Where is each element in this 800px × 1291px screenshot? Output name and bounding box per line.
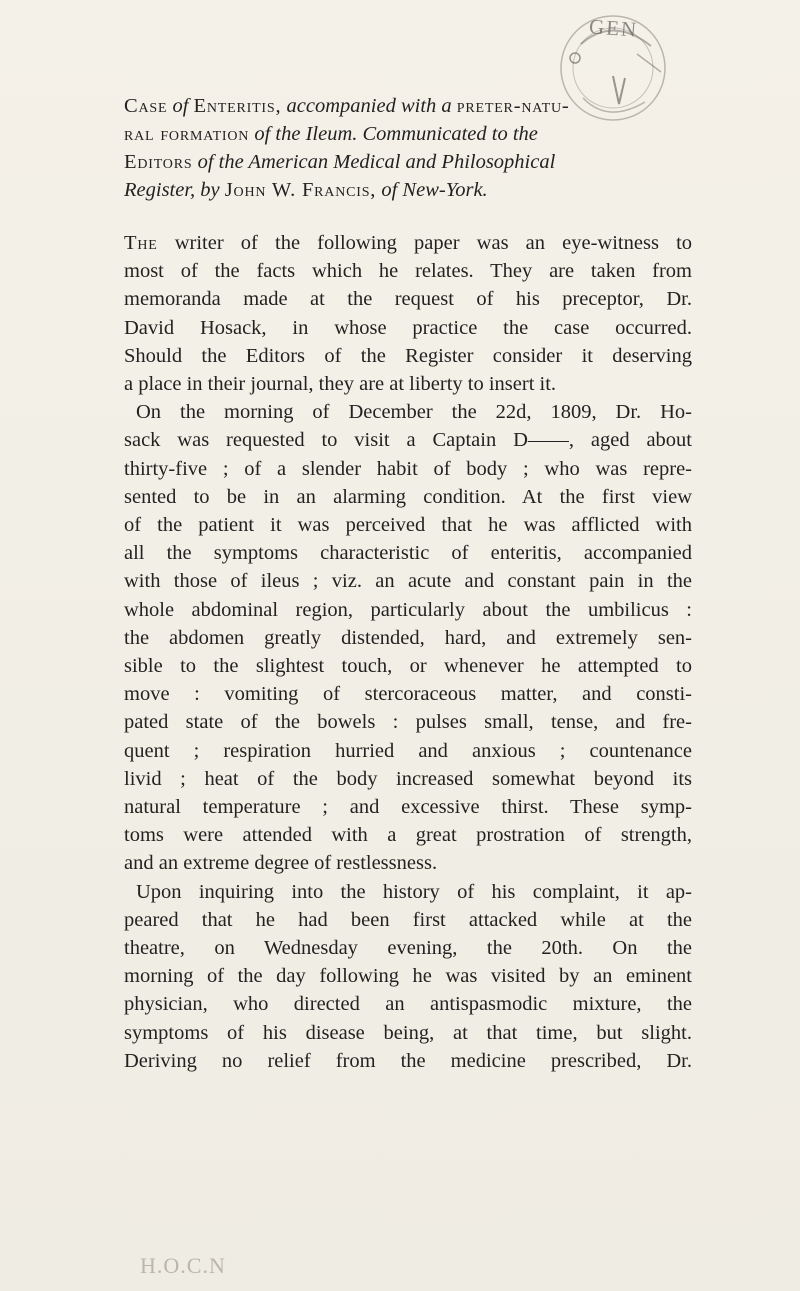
text-line: morning of the day following he was visited by an eminent bbox=[124, 965, 692, 988]
text-line: a place in their journal, they are at liberty to insert it. bbox=[124, 373, 557, 396]
title-register: Register, bbox=[124, 179, 196, 201]
text-line: most of the facts which he relates. They are taken from bbox=[124, 260, 692, 283]
first-word: The bbox=[124, 232, 158, 254]
title-case: Case bbox=[124, 95, 168, 117]
title-communicated: Communicated to the bbox=[362, 123, 538, 145]
title-american: of the American Medical and Philosophical bbox=[197, 151, 556, 173]
text-line: sented to be in an alarming condition. At the first view bbox=[124, 485, 692, 508]
paragraph-3 bbox=[124, 878, 692, 1075]
text-line: On the morning of December the 22d, 1809, Dr. Ho- bbox=[136, 401, 692, 424]
text-line: all the symptoms characteristic of enteritis, accompanied bbox=[124, 542, 692, 565]
article-body bbox=[124, 229, 692, 1075]
text-line: physician, who directed an antispasmodic mixture, the bbox=[124, 993, 692, 1016]
text-line: thirty-five ; of a slender habit of body ; who was repre- bbox=[124, 457, 692, 480]
text-span: writer of the following paper was an eye-witness to bbox=[174, 232, 693, 254]
text-line: with those of ileus ; viz. an acute and constant pain in the bbox=[124, 570, 692, 593]
text-line: Deriving no relief from the medicine prescribed, Dr. bbox=[124, 1049, 692, 1072]
paragraph-2 bbox=[124, 398, 692, 877]
text-line: symptoms of his disease being, at that time, but slight. bbox=[124, 1021, 692, 1044]
text-line: pated state of the bowels : pulses small, tense, and fre- bbox=[124, 711, 692, 734]
title-accompanied: accompanied with a bbox=[286, 95, 452, 117]
title-preter: preter-natu- bbox=[456, 95, 570, 117]
title-line-2 bbox=[124, 120, 692, 148]
text-line: livid ; heat of the body increased somewhat beyond its bbox=[124, 767, 692, 790]
text-line: quent ; respiration hurried and anxious ; countenance bbox=[124, 739, 692, 762]
paragraph-1 bbox=[124, 229, 692, 398]
text-line: David Hosack, in whose practice the case occurred. bbox=[124, 316, 692, 339]
text-line: sack was requested to visit a Captain D——, aged about bbox=[124, 429, 692, 452]
title-ileum: of the Ileum. bbox=[254, 123, 358, 145]
text-line: sible to the slightest touch, or whenever he attempted to bbox=[124, 655, 692, 678]
footer-ink-mark: H.O.C.N bbox=[140, 1253, 226, 1278]
title-author: John W. Francis, bbox=[224, 179, 377, 201]
text-line: peared that he had been first attacked while at the bbox=[124, 908, 692, 931]
title-ral: ral formation bbox=[124, 123, 250, 145]
text-line: and an extreme degree of restlessness. bbox=[124, 852, 438, 875]
title-line-1 bbox=[124, 92, 692, 120]
title-enteritis: Enteritis, bbox=[193, 95, 282, 117]
stamp-text: GEN bbox=[588, 14, 639, 42]
text-line: whole abdominal region, particularly about the umbilicus : bbox=[124, 598, 692, 621]
text-line: of the patient it was perceived that he was afflicted with bbox=[124, 514, 692, 537]
text-line: toms were attended with a great prostration of strength, bbox=[124, 824, 692, 847]
title-of-ny: of New-York. bbox=[381, 179, 488, 201]
text-line: natural temperature ; and excessive thirst. These symp- bbox=[124, 796, 692, 819]
text-line: theatre, on Wednesday evening, the 20th. On the bbox=[124, 937, 692, 960]
text-line: Upon inquiring into the history of his complaint, it ap- bbox=[136, 880, 692, 903]
text-line bbox=[124, 229, 692, 257]
text-line: memoranda made at the request of his preceptor, Dr. bbox=[124, 288, 692, 311]
title-editors: Editors bbox=[124, 151, 193, 173]
text-line: the abdomen greatly distended, hard, and extremely sen- bbox=[124, 626, 692, 649]
text-line: Should the Editors of the Register consider it deserving bbox=[124, 344, 692, 367]
text-line: move : vomiting of stercoraceous matter, and consti- bbox=[124, 683, 692, 706]
article-title bbox=[124, 92, 692, 204]
title-by: by bbox=[200, 179, 220, 201]
title-of: of bbox=[172, 95, 189, 117]
title-line-4 bbox=[124, 176, 692, 204]
title-line-3 bbox=[124, 148, 692, 176]
